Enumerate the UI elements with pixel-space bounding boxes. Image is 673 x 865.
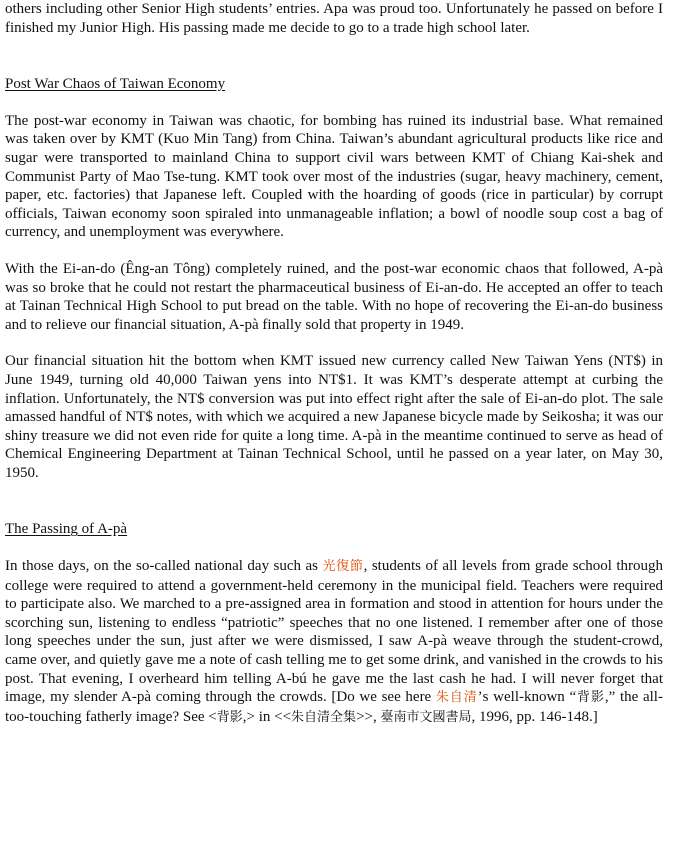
text-run: ,” the all-too-touching fatherly image? See < [5,689,663,725]
spacer [5,539,663,557]
paragraph-currency: Our financial situation hit the bottom when KMT issued new currency called New Taiwan Yens (NT$) in June 1949, turning old 40,000 Taiwan yens into NT$1. It was KMT’s desperate attempt at curbing the inflation. Unfortunately, the NT$ conversion was put into effect right after the sale of Ei-an-do plot. The sale amassed handful of NT$ notes, with which we acquired a new Japanese bicycle made by Seikosha; it was our shiny treasure we did not even ride for quite a long time. A-pà in the meantime continued to serve as head of Chemical Engineering Department at Tainan Technical School, until he passed on a year later, on May 30, 1950. [5,353,663,481]
paragraph-ei-an-do: With the Ei-an-do (Êng-an Tông) completely ruined, and the post-war economic chaos that followed, A-pà was so broke that he could not restart the pharmaceutical business of Ei-an-do. He accepted an offer to teach at Tainan Technical High School to put bread on the table. With no hope of recovering the Ei-an-do business and to relieve our financial situation, A-pà finally sold that property in 1949. [5,260,663,333]
spacer [5,37,663,75]
paragraph-intro: others including other Senior High students’ entries. Apa was proud too. Unfortunately he passed on before I finished my Junior High. His passing made me decide to go to a trade high school later. [5,1,663,36]
spacer [5,242,663,260]
spacer [5,94,663,112]
cjk-text-beiying-ref: 背影 [216,709,243,725]
cjk-text-guangfujie: 光復節 [322,559,364,575]
cjk-text-beiying: 背影 [576,690,605,706]
text-run: , students of all levels from grade school through college were required to attend a government-held ceremony in the municipal field. Teachers were required to participate also. We marched to a pre-assigned area in formation and stood in attention for hours under the scorching sun, listening to endless “patriotic” speeches that no one listened. I remember after one of those long speeches under the sun, just after we were dismissed, I saw A-pà weave through the student-crowd, came over, and quietly gave me a note of cash telling me to get some drink, and vanished in the crowds to his post. That evening, I overheard him telling A-bú he gave me the last cash he had. I will never forget that image, my slender A-pà coming through the crowds. [Do we see here [5,558,663,706]
text-run: ’s well-known “ [477,689,577,706]
spacer [5,482,663,520]
section-heading-passing: The Passing of A-pà [5,521,128,538]
cjk-text-collected-works: 朱自清全集 [291,709,357,725]
text-run: ,> in << [242,708,292,725]
cjk-text-publisher: 臺南市文國書局 [380,709,472,725]
paragraph-economy: The post-war economy in Taiwan was chaotic, for bombing has ruined its industrial base. What remained was taken over by KMT (Kuo Min Tang) from China. Taiwan’s abundant agricultural products like rice and sugar were transported to mainland China to support civil wars between KMT of Chiang Kai-shek and Communist Party of Mao Tse-tung. KMT took over most of the industries (sugar, heavy machinery, cement, paper, etc. factories) that Japanese left. Coupled with the hoarding of goods (rice in particular) by corrupt officials, Taiwan economy soon spiraled into unmanageable inflation; a bowl of noodle soup cost a bag of currency, and unemployment was everywhere. [5,112,663,241]
paragraph-national-day [5,557,663,727]
document-page [5,0,663,727]
text-run: , 1996, pp. 146-148.] [471,708,598,725]
text-run: >>, [356,708,381,725]
cjk-text-zhu-ziqing: 朱自清 [435,690,478,706]
section-heading-post-war: Post War Chaos of Taiwan Economy [5,76,226,93]
text-run: In those days, on the so-called national day such as [5,558,323,575]
spacer [5,334,663,352]
